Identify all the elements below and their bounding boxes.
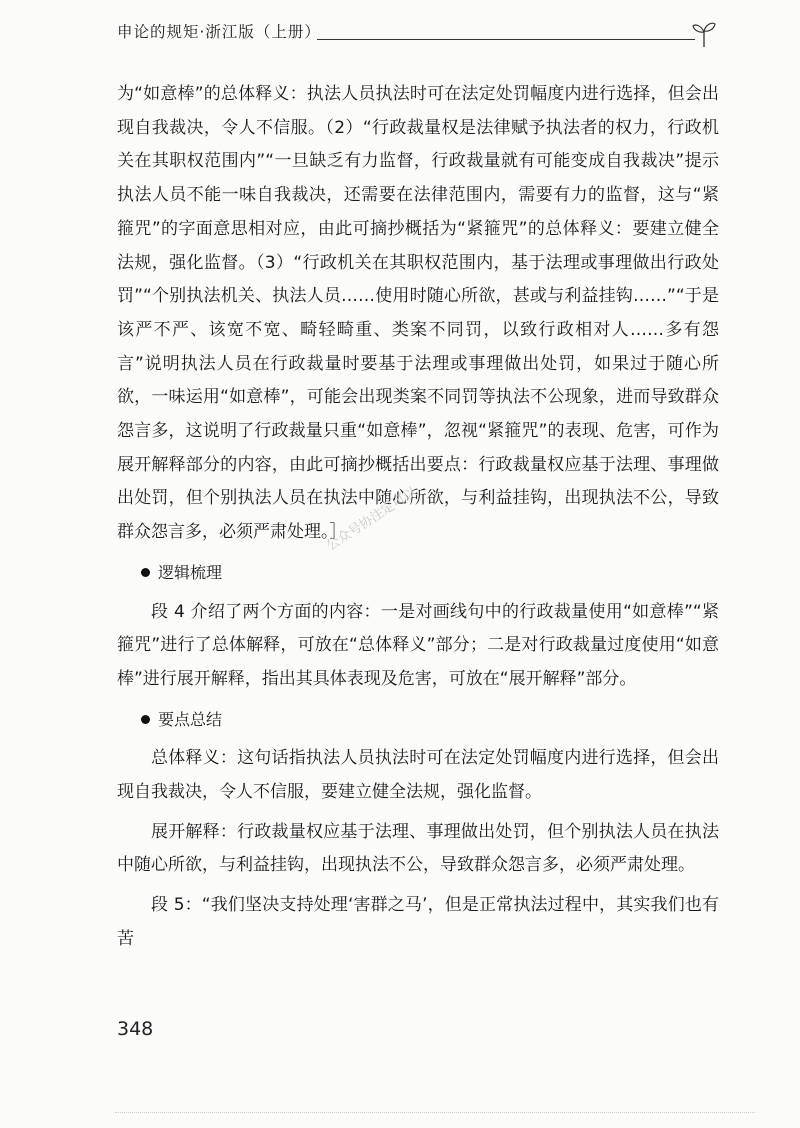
- paragraph-4: 展开解释：行政裁量权应基于法理、事理做出处罚，但个别执法人员在执法中随心所欲，与利益挂钩，出现执法不公，导致群众怨言多，必须严肃处理。: [117, 821, 719, 876]
- paragraph-5: 段 5：“我们坚决支持处理‘害群之马’，但是正常执法过程中，其实我们也有苦: [117, 895, 719, 949]
- paragraph-3: 总体释义：这句话指执法人员执法时可在法定处罚幅度内进行选择，但会出现自我裁决，令人不信服，要建立健全法规，强化监督。: [117, 748, 719, 803]
- sprout-icon: [691, 20, 717, 48]
- paragraph-2: 段 4 介绍了两个方面的内容：一是对画线句中的行政裁量使用“如意棒”“紧箍咒”进行了总体解释，可放在“总体释义”部分；二是对行政裁量过度使用“如意棒”进行展开解释，指出其具体表现及危害，可放在“展开解释”部分。: [117, 601, 719, 689]
- watermark: 公众号协注定可以: [324, 484, 420, 554]
- header-rule: [317, 39, 695, 40]
- page-body: [117, 78, 719, 957]
- scan-artifact: [115, 1112, 755, 1117]
- running-header: [117, 20, 717, 50]
- header-title: 申论的规矩·浙江版（上册）: [117, 23, 321, 41]
- section-heading-logic: 逻辑梳理: [141, 556, 719, 590]
- bullet-icon: [141, 715, 150, 724]
- page-number: 348: [117, 1018, 154, 1040]
- bullet-icon: [141, 568, 150, 577]
- section-heading-summary: 要点总结: [141, 703, 719, 737]
- paragraph-1: 为“如意棒”的总体释义：执法人员执法时可在法定处罚幅度内进行选择，但会出现自我裁决，令人不信服。（2）“行政裁量权是法律赋予执法者的权力，行政机关在其职权范围内”“一旦缺乏有力监督，行政裁量就有可能变成自我裁决”提示执法人员不能一味自我裁决，还需要在法律范围内，需要有力的监督，这与“紧箍咒”的字面意思相对应，由此可摘抄概括为“紧箍咒”的总体释义：要建立健全法规，强化监督。（3）“行政机关在其职权范围内，基于法理或事理做出行政处罚”“个别执法机关、执法人员……使用时随心所欲，甚或与利益挂钩……”“于是该严不严、该宽不宽、畸轻畸重、类案不同罚，以致行政相对人……多有怨言”说明执法人员在行政裁量时要基于法理或事理做出处罚，如果过于随心所欲，一味运用“如意棒”，可能会出现类案不同罚等执法不公现象，进而导致群众怨言多，这说明了行政裁量只重“如意棒”，忽视“紧箍咒”的表现、危害，可作为展开解释部分的内容，由此可摘抄概括出要点：行政裁量权应基于法理、事理做出处罚，但个别执法人员在执法中随心所欲，与利益挂钩，出现执法不公，导致群众怨言多，必须严肃处理。］: [117, 84, 719, 543]
